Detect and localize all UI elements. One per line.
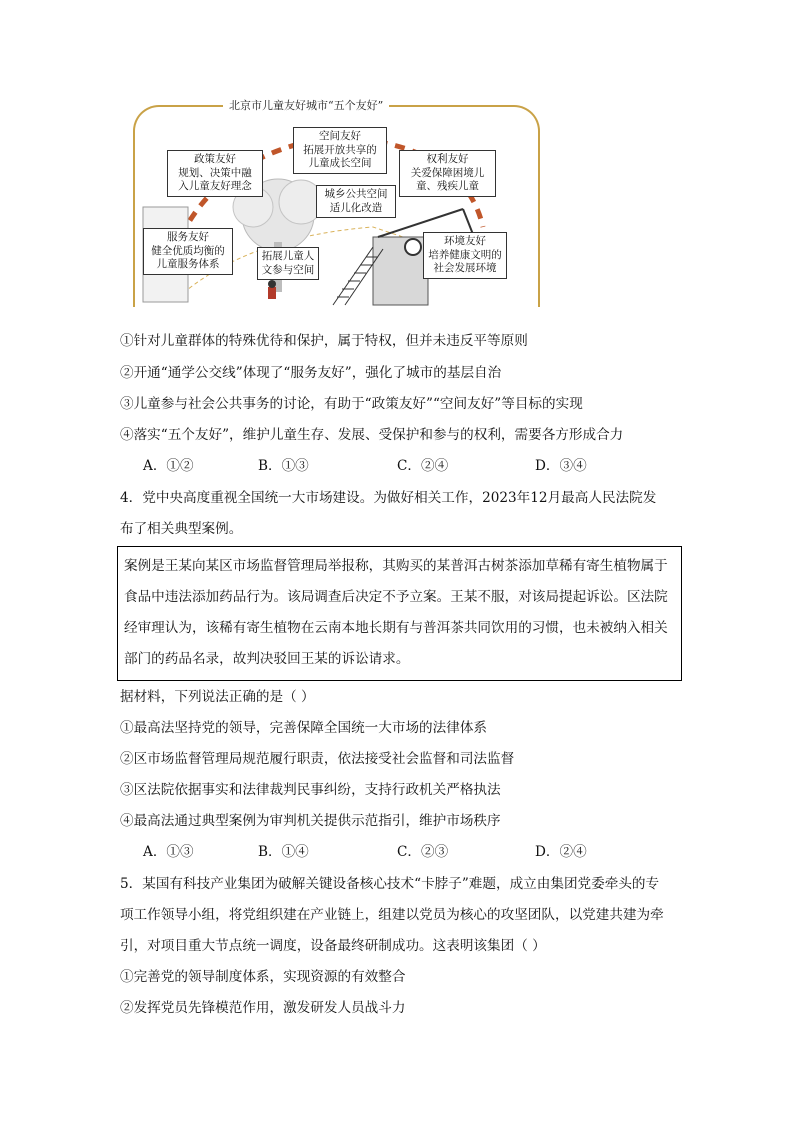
box-expand-space: 拓展儿童人 文参与空间 <box>257 247 319 280</box>
q5-stem-line-3: 引，对项目重大节点统一调度，设备最终研制成功。这表明该集团（ ） <box>120 938 546 954</box>
box-space-friendly: 空间友好 拓展开放共享的 儿童成长空间 <box>293 127 387 174</box>
q3-item-3: ③儿童参与社会公共事务的讨论，有助于“政策友好”“空间友好”等目标的实现 <box>120 396 583 412</box>
q5-stem-line-1: 5．某国有科技产业集团为破解关键设备核心技术“卡脖子”难题，成立由集团党委牵头的专 <box>120 876 660 892</box>
q4-item-2: ②区市场监督管理局规范履行职责，依法接受社会监督和司法监督 <box>120 751 515 767</box>
q4-option-c[interactable]: C．②③ <box>397 844 449 860</box>
q3-item-1: ①针对儿童群体的特殊优待和保护，属于特权，但并未违反平等原则 <box>120 333 528 349</box>
q4-option-a[interactable]: A．①③ <box>143 844 194 860</box>
q4-stem-line-1: 4．党中央高度重视全国统一大市场建设。为做好相关工作，2023年12月最高人民法院发 <box>120 490 657 506</box>
q3-option-a[interactable]: A．①② <box>143 458 194 474</box>
case-line-2: 食品中违法添加药品行为。该局调查后决定不予立案。王某不服，对该局提起诉讼。区法院 <box>124 589 668 605</box>
q3-item-4: ④落实“五个友好”，维护儿童生存、发展、受保护和参与的权利，需要各方形成合力 <box>120 427 624 443</box>
box-policy-friendly: 政策友好 规划、决策中融 入儿童友好理念 <box>167 150 263 197</box>
box-urban-space: 城乡公共空间 适儿化改造 <box>316 185 396 218</box>
five-friendly-figure <box>133 97 538 307</box>
box-environment-friendly: 环境友好 培养健康文明的 社会发展环境 <box>423 232 507 279</box>
q3-option-c[interactable]: C．②④ <box>397 458 449 474</box>
q4-option-b[interactable]: B．①④ <box>258 844 309 860</box>
figure-title: 北京市儿童友好城市“五个友好” <box>223 97 389 113</box>
case-line-4: 部门的药品名录，故判决驳回王某的诉讼请求。 <box>124 651 410 667</box>
q5-item-2: ②发挥党员先锋模范作用，激发研发人员战斗力 <box>120 1000 406 1016</box>
q3-option-b[interactable]: B．①③ <box>258 458 309 474</box>
q3-option-d[interactable]: D．③④ <box>535 458 587 474</box>
q5-stem-line-2: 项工作领导小组，将党组织建在产业链上，组建以党员为核心的攻坚团队，以党建共建为牵 <box>120 907 664 923</box>
child-figure <box>268 287 276 299</box>
q4-question: 据材料，下列说法正确的是（ ） <box>120 689 315 705</box>
q4-stem-line-2: 布了相关典型案例。 <box>120 521 243 537</box>
case-line-3: 经审理认为，该稀有寄生植物在云南本地长期有与普洱茶共同饮用的习惯，也未被纳入相关 <box>124 620 668 636</box>
case-material-box <box>117 546 682 681</box>
box-service-friendly: 服务友好 健全优质均衡的 儿童服务体系 <box>143 228 233 275</box>
q5-item-1: ①完善党的领导制度体系，实现资源的有效整合 <box>120 969 406 985</box>
box-rights-friendly: 权利友好 关爱保障困境儿 童、残疾儿童 <box>399 150 496 197</box>
q4-item-3: ③区法院依据事实和法律裁判民事纠纷，支持行政机关严格执法 <box>120 782 501 798</box>
q4-option-d[interactable]: D．②④ <box>535 844 587 860</box>
case-line-1: 案例是王某向某区市场监督管理局举报称，其购买的某普洱古树茶添加草稀有寄生植物属于 <box>124 558 668 574</box>
q4-item-1: ①最高法坚持党的领导，完善保障全国统一大市场的法律体系 <box>120 720 488 736</box>
q4-item-4: ④最高法通过典型案例为审判机关提供示范指引，维护市场秩序 <box>120 813 501 829</box>
q3-item-2: ②开通“通学公交线”体现了“服务友好”，强化了城市的基层自治 <box>120 365 502 381</box>
